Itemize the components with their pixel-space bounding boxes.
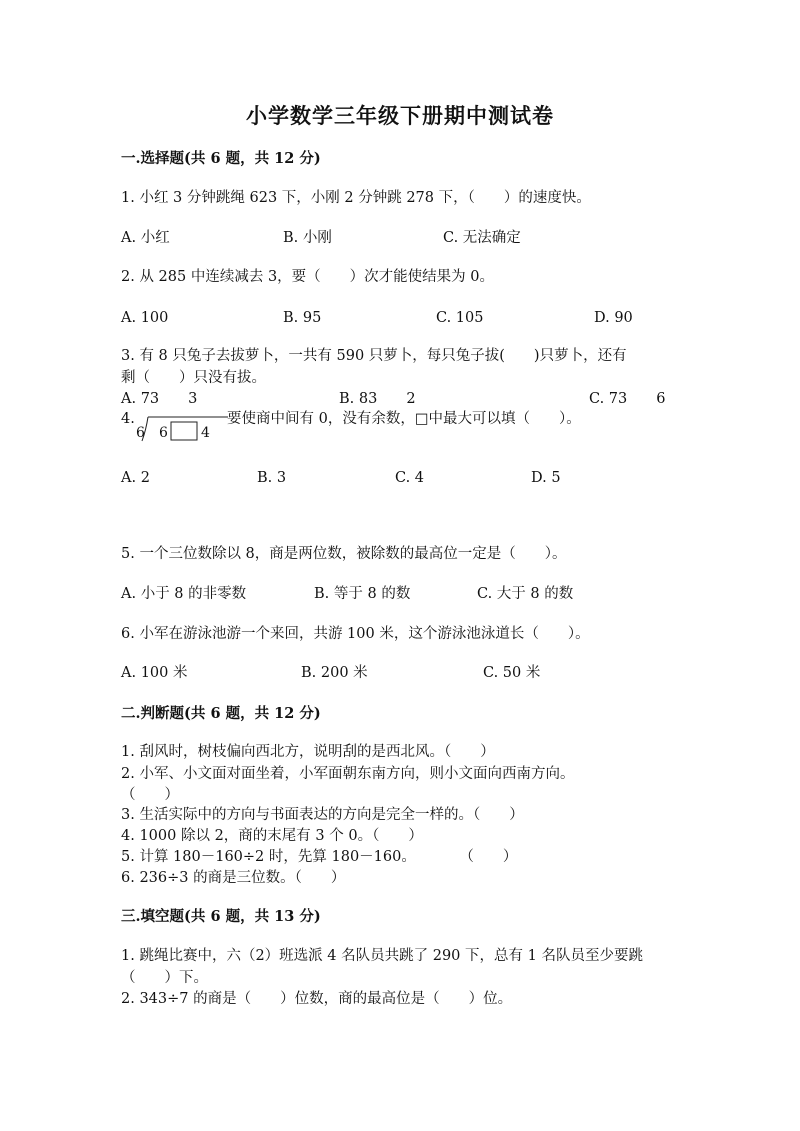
fill-in-line: （ ）下。: [121, 970, 208, 986]
option-b: B. 3: [257, 470, 287, 486]
fill-in-line: 1. 跳绳比赛中，六（2）班选派 4 名队员共跳了 290 下，总有 1 名队员至少要跳: [121, 948, 643, 964]
dividend-left-digit: 6: [159, 425, 168, 441]
statement-line: （ ）: [121, 787, 179, 803]
long-division-figure: [134, 414, 228, 442]
statement-line: 1. 刮风时，树枝偏向西北方，说明刮的是西北风。（ ）: [121, 744, 495, 760]
divisor: 6: [136, 425, 145, 441]
page-title: 小学数学三年级下册期中测试卷: [246, 103, 554, 128]
option-a: A. 小红: [121, 230, 170, 246]
option-c: C. 4: [395, 470, 425, 486]
option-c: C. 无法确定: [443, 230, 521, 246]
section-header-judgement: 二.判断题(共 6 题，共 12 分): [121, 705, 321, 722]
fill-in-line: 2. 343÷7 的商是（ ）位数，商的最高位是（ ）位。: [121, 991, 513, 1007]
statement-line: 5. 计算 180－160÷2 时，先算 180－160。 （ ）: [121, 849, 518, 865]
option-c: C. 105: [436, 310, 484, 326]
option-a: A. 73 3: [121, 391, 198, 407]
option-c: C. 大于 8 的数: [477, 586, 574, 602]
question-text: 2. 从 285 中连续减去 3，要（ ）次才能使结果为 0。: [121, 269, 495, 285]
dividend-right-digit: 4: [201, 425, 210, 441]
question-text: 5. 一个三位数除以 8，商是两位数，被除数的最高位一定是（ ）。: [121, 546, 567, 562]
option-b: B. 小刚: [283, 230, 332, 246]
question-text: 1. 小红 3 分钟跳绳 623 下，小刚 2 分钟跳 278 下，（ ）的速度快。: [121, 190, 591, 206]
statement-line: 4. 1000 除以 2，商的末尾有 3 个 0。（ ）: [121, 828, 423, 844]
option-a: A. 2: [121, 470, 150, 486]
question-number: 4.: [121, 411, 135, 427]
option-a: A. 100 米: [121, 665, 188, 681]
option-b: B. 200 米: [301, 665, 368, 681]
option-b: B. 等于 8 的数: [314, 586, 411, 602]
question-text: 6. 小军在游泳池游一个来回，共游 100 米，这个游泳池泳道长（ ）。: [121, 626, 590, 642]
option-d: D. 5: [531, 470, 561, 486]
statement-line: 2. 小军、小文面对面坐着，小军面朝东南方向，则小文面向西南方向。: [121, 766, 575, 782]
statement-line: 6. 236÷3 的商是三位数。（ ）: [121, 870, 346, 886]
section-header-fill-in: 三.填空题(共 6 题，共 13 分): [121, 908, 321, 925]
section-header-choice: 一.选择题(共 6 题，共 12 分): [121, 150, 321, 167]
option-b: B. 95: [283, 310, 322, 326]
question-text: 3. 有 8 只兔子去拔萝卜，一共有 590 只萝卜，每只兔子拔( )只萝卜，还有: [121, 348, 627, 364]
division-bracket-svg: [134, 414, 228, 442]
option-d: D. 90: [594, 310, 633, 326]
question-text: 要使商中间有 0，没有余数，□中最大可以填（ ）。: [227, 411, 581, 427]
option-c: C. 73 6: [589, 391, 666, 407]
statement-line: 3. 生活实际中的方向与书面表达的方向是完全一样的。（ ）: [121, 807, 524, 823]
option-a: A. 小于 8 的非零数: [121, 586, 247, 602]
option-a: A. 100: [121, 310, 169, 326]
option-c: C. 50 米: [483, 665, 541, 681]
question-text-continued: 剩（ ）只没有拔。: [121, 370, 266, 386]
option-b: B. 83 2: [339, 391, 416, 407]
